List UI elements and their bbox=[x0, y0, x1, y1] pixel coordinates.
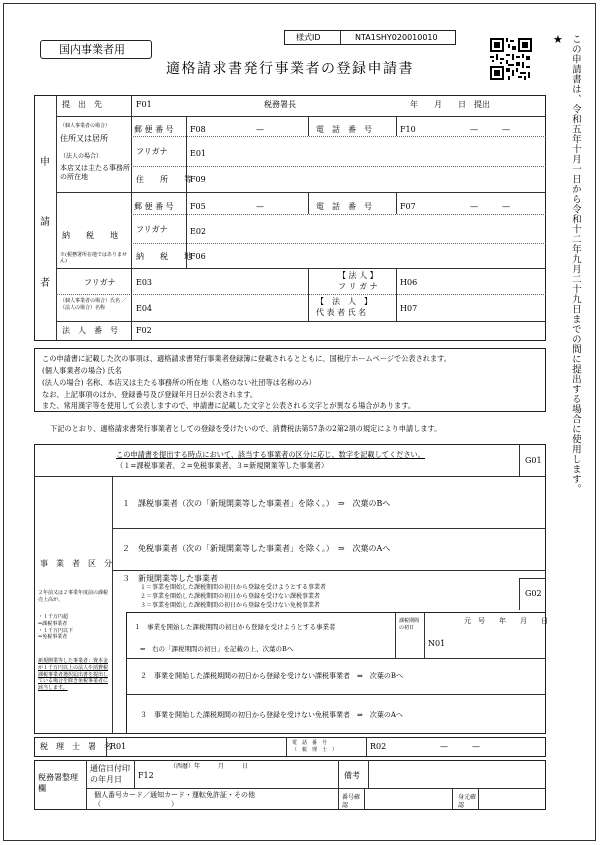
category-left-note-1: ２年前又は２事業年度前の課税売上高が、 bbox=[38, 590, 109, 603]
remarks-label: 備考 bbox=[344, 771, 360, 780]
office-use-label: 税務署整理欄 bbox=[38, 773, 78, 794]
postal-dash-1: — bbox=[256, 125, 264, 134]
postal-label-2: 郵 便 番 号 bbox=[134, 202, 174, 211]
nozei-note: ※(税務署所在地ではありません) bbox=[60, 252, 127, 264]
sub-option-1-line-1[interactable]: １ 事業を開始した課税期間の初日から登録を受けようとする事業者 bbox=[134, 623, 336, 631]
option-2[interactable]: ２ 免税事業者（次の「新規開業等した事業者」を除く。） ⇒ 次葉のAへ bbox=[122, 544, 391, 553]
corp-rep-label-1: 【 法 人 】 bbox=[316, 297, 372, 306]
received-date-label: 通信日付印の年月日 bbox=[90, 764, 130, 784]
corp-rep-label-2: 代 表 者 氏 名 bbox=[316, 308, 367, 317]
f02-code: F02 bbox=[136, 326, 152, 335]
category-left-note-3: 新規開業等した事業者：資本金が１千万円以上の法人や消費税課税事業者選択届出書を提出している場合を除き免税事業者に該当します。 bbox=[38, 658, 109, 691]
sub-option-2[interactable]: ２ 事業を開始した課税期間の初日から登録を受けない課税事業者 ⇒ 次葉のBへ bbox=[140, 672, 404, 680]
g02-code: G02 bbox=[525, 589, 542, 598]
address-note-corp: （法人の場合） bbox=[60, 153, 103, 160]
category-instruction-2: （１=課税事業者、２=免税事業者、３=新規開業等した事業者） bbox=[116, 461, 329, 470]
f12-code: F12 bbox=[138, 771, 154, 780]
category-left-label: 事 業 者 区 分 bbox=[40, 559, 112, 568]
phone-label-1: 電 話 番 号 bbox=[316, 125, 372, 134]
address-note-individual: （個人事業者の場合） bbox=[60, 123, 111, 129]
accountant-phone-dashes: — — bbox=[440, 742, 480, 751]
notice-line-5: また、常用漢字等を使用して公表しますので、申請書に記載した文字と公表される文字とが異なる場合があります。 bbox=[42, 401, 416, 410]
h07-code: H07 bbox=[400, 304, 418, 313]
f06-code: F06 bbox=[190, 252, 206, 261]
postal-dash-2: — bbox=[256, 202, 264, 211]
id-docs-label: 個人番号カード／通知カード・運転免許証・その他（ ） bbox=[94, 791, 255, 809]
accountant-label: 税 理 士 署 名 bbox=[40, 742, 112, 751]
corp-furigana-label-1: 【 法 人 】 bbox=[338, 271, 378, 280]
category-left-note-2: ・１千万円超 ⇒課税事業者 ・１千万円以下 ⇒免税事業者 bbox=[38, 614, 74, 641]
notice-line-2: (個人事業者の場合) 氏名 bbox=[42, 366, 122, 375]
notice-line-3: (法人の場合) 名称、本店又は主たる事務所の所在地（人格のない社団等は名称のみ） bbox=[42, 378, 316, 387]
option-3-sub-3: ３＝事業を開始した課税期間の初日から登録を受けない免税事業者 bbox=[140, 602, 321, 609]
address-label-individual: 住所又は居所 bbox=[60, 134, 108, 143]
jusho-label: 住 所 等 bbox=[136, 175, 192, 184]
e01-code: E01 bbox=[190, 149, 207, 158]
option-3-title[interactable]: ３ 新規開業等した事業者 bbox=[122, 574, 218, 583]
notice-line-4: なお、上記事項のほか、登録番号及び登録年月日が公表されます。 bbox=[42, 390, 258, 399]
furigana-label-2: フリガナ bbox=[136, 225, 168, 234]
submit-to-label: 提 出 先 bbox=[62, 100, 102, 109]
applicant-label-3: 者 bbox=[40, 278, 50, 289]
form-id-value: NTA1SHY020010010 bbox=[355, 33, 438, 42]
phone-dashes-1: — — bbox=[470, 125, 510, 134]
furigana-label-3: フリガナ bbox=[84, 278, 116, 287]
furigana-label-1: フリガナ bbox=[136, 147, 168, 156]
accountant-phone-label: 電 話 番 号 （ 税 理 士 ） bbox=[292, 740, 338, 753]
phone-label-2: 電 話 番 号 bbox=[316, 202, 372, 211]
side-note: この申請書は、令和五年十月一日から令和十二年九月二十九日までの間に提出する場合に使用します。 bbox=[569, 34, 581, 494]
n01-code: N01 bbox=[428, 639, 446, 648]
sub-option-1-line-2: ⇒ 右の「課税期間の初日」を記載の上、次葉のBへ bbox=[140, 645, 294, 653]
submit-date[interactable]: 年 月 日 提出 bbox=[410, 100, 490, 109]
f09-code: F09 bbox=[190, 175, 206, 184]
star-mark: ★ bbox=[553, 33, 563, 46]
category-instruction-1: この申請書を提出する時点において、該当する事業者の区分に応じ、数字を記載してください。 bbox=[116, 450, 425, 459]
applicant-label-1: 申 bbox=[40, 157, 50, 168]
option-1[interactable]: １ 課税事業者（次の「新規開業等した事業者」を除く。） ⇒ 次葉のBへ bbox=[122, 499, 391, 508]
r01-code: R01 bbox=[110, 742, 127, 751]
e04-code: E04 bbox=[136, 304, 153, 313]
option-3-sub-1: １＝事業を開始した課税期間の初日から登録を受けようとする事業者 bbox=[140, 584, 327, 591]
form-title: 適格請求書発行事業者の登録申請書 bbox=[166, 61, 414, 77]
identity-check-label: 身元確認 bbox=[458, 794, 477, 809]
qr-code-icon bbox=[490, 38, 532, 80]
request-statement: 下記のとおり、適格請求書発行事業者としての登録を受けたいので、消費税法第57条の2第2項の規定により申請します。 bbox=[50, 424, 442, 433]
tax-office-label: 税務署長 bbox=[264, 100, 296, 109]
r02-code: R02 bbox=[370, 742, 387, 751]
corp-number-label: 法 人 番 号 bbox=[62, 326, 118, 335]
corp-furigana-label-2: フ リ ガ ナ bbox=[338, 282, 378, 291]
f08-code: F08 bbox=[190, 125, 206, 134]
phone-dashes-2: — — bbox=[470, 202, 510, 211]
postal-label-1: 郵 便 番 号 bbox=[134, 125, 174, 134]
number-check-label: 番号確認 bbox=[342, 794, 361, 809]
f07-code: F07 bbox=[400, 202, 416, 211]
domestic-badge-label: 国内事業者用 bbox=[59, 43, 125, 56]
western-date: （西暦）年 月 日 bbox=[170, 763, 249, 770]
sub-option-3[interactable]: ３ 事業を開始した課税期間の初日から登録を受けない免税事業者 ⇒ 次葉のAへ bbox=[140, 711, 403, 719]
name-note: （個人事業者の場合）氏名 ／（法人の場合）名称 bbox=[60, 298, 127, 311]
f05-code: F05 bbox=[190, 202, 206, 211]
option-3-sub-2: ２＝事業を開始した課税期間の初日から登録を受けない課税事業者 bbox=[140, 593, 321, 600]
applicant-label-2: 請 bbox=[40, 217, 50, 228]
nozei-label: 納 税 地 bbox=[62, 231, 118, 240]
h06-code: H06 bbox=[400, 278, 418, 287]
f01-code: F01 bbox=[136, 100, 152, 109]
e02-code: E02 bbox=[190, 227, 207, 236]
period-start-date[interactable]: 元 号 年 月 日 bbox=[464, 617, 548, 625]
period-start-label: 課税期間の初日 bbox=[399, 618, 420, 631]
nozei-label-2: 納 税 地 bbox=[136, 252, 192, 261]
address-label-corp: 本店又は主たる事務所の所在地 bbox=[60, 164, 130, 182]
g01-code: G01 bbox=[525, 456, 542, 465]
e03-code: E03 bbox=[136, 278, 153, 287]
notice-line-1: この申請書に記載した次の事項は、適格請求書発行事業者登録簿に登載されるとともに、国税庁ホームページで公表されます。 bbox=[42, 354, 451, 363]
f10-code: F10 bbox=[400, 125, 416, 134]
form-id-label: 様式ID bbox=[296, 33, 321, 42]
